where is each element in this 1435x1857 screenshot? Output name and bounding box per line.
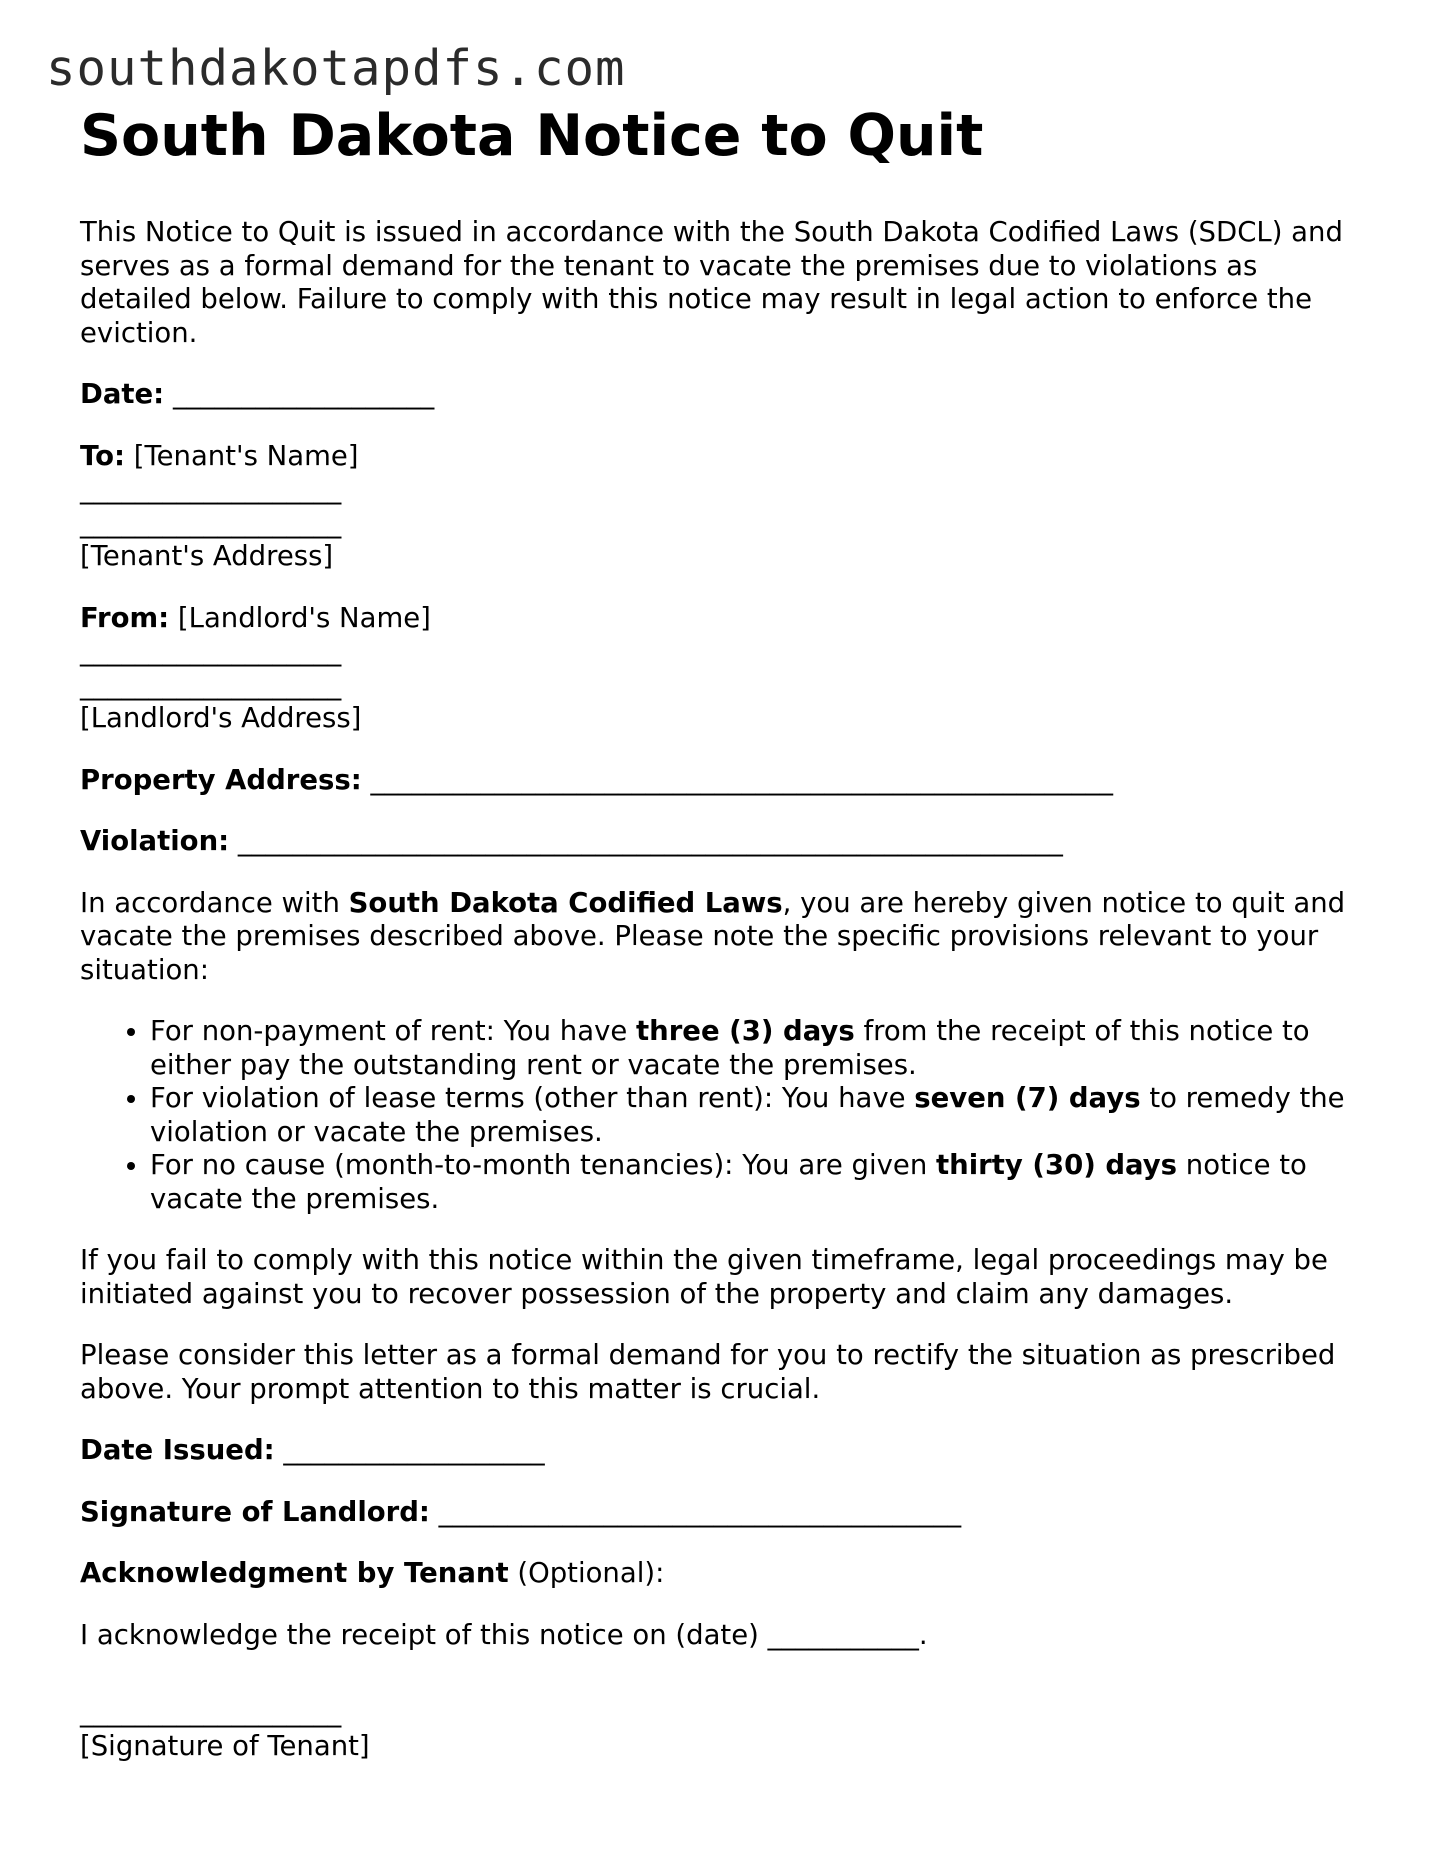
acknowledgment-bold: Acknowledgment by Tenant	[80, 1557, 509, 1589]
property-address-label: Property Address:	[80, 763, 362, 796]
acknowledgment-receipt	[80, 1619, 1360, 1653]
landlord-line-1: ___________________	[80, 635, 342, 667]
landlord-signature-blank: ______________________________________	[438, 1495, 962, 1528]
landlord-signature-label: Signature of Landlord:	[80, 1495, 430, 1528]
list-item	[150, 1015, 1360, 1082]
acknowledgment-rest: (Optional):	[508, 1557, 665, 1589]
property-address-blank: ______________________________________________________	[370, 763, 1114, 796]
watermark: southdakotapdfs.com	[46, 40, 626, 97]
receipt-date-blank: ___________	[767, 1618, 919, 1651]
receipt-period: .	[918, 1618, 928, 1651]
accordance-bold: South Dakota Codified Laws	[348, 886, 783, 919]
landlord-line-2: ___________________	[80, 668, 342, 701]
tenant-signature-line: ___________________	[80, 1696, 342, 1728]
provision-bold: seven (7) days	[914, 1082, 1141, 1114]
provision-text: For violation of lease terms (other than rent): You have	[150, 1082, 915, 1114]
provision-text: notice to vacate the premises.	[150, 1149, 1307, 1215]
receipt-text: I acknowledge the receipt of this notice on (date)	[80, 1618, 768, 1651]
from-block	[80, 602, 1360, 736]
accordance-pre: In accordance with	[80, 886, 349, 919]
to-label: To:	[80, 439, 125, 472]
list-item	[150, 1149, 1360, 1216]
consider-paragraph: Please consider this letter as a formal demand for you to rectify the situation as prescribed above. Your prompt attention to this matter is crucial.	[80, 1339, 1336, 1405]
date-issued-label: Date Issued:	[80, 1434, 275, 1466]
provision-text: from the receipt of this notice to either pay the outstanding rent or vacate the premises.	[150, 1015, 1310, 1081]
to-block	[80, 440, 1360, 574]
tenant-name-placeholder: [Tenant's Name]	[133, 439, 359, 472]
violation-blank: ____________________________________________________________	[237, 825, 1063, 857]
landlord-signature-field	[80, 1496, 1360, 1530]
date-blank: ___________________	[172, 378, 435, 410]
provision-bold: thirty (30) days	[936, 1149, 1178, 1181]
landlord-name-placeholder: [Landlord's Name]	[177, 601, 431, 634]
violation-label: Violation:	[80, 825, 230, 857]
provision-text: For no cause (month-to-month tenancies): You are given	[150, 1149, 937, 1181]
from-label: From:	[80, 601, 170, 634]
property-address-field	[80, 764, 1360, 798]
provision-bold: three (3) days	[636, 1015, 855, 1047]
provision-text: For non-payment of rent: You have	[150, 1015, 637, 1047]
tenant-signature-block	[80, 1696, 1360, 1763]
accordance-paragraph	[80, 887, 1360, 988]
violation-field	[80, 825, 1360, 859]
date-issued-field	[80, 1434, 1360, 1468]
page-title: South Dakota Notice to Quit	[80, 103, 984, 169]
provision-text: to remedy the violation or vacate the premises.	[150, 1082, 1345, 1148]
date-issued-blank: ___________________	[283, 1434, 545, 1466]
accordance-post: , you are hereby given notice to quit and vacate the premises described above. Please note the specific provisions relevant to your situation:	[80, 886, 1346, 986]
provisions-list	[80, 1015, 1360, 1216]
landlord-address-placeholder: [Landlord's Address]	[80, 702, 362, 734]
list-item	[150, 1082, 1360, 1149]
acknowledgment-heading	[80, 1557, 1360, 1591]
tenant-line-1: ___________________	[80, 473, 342, 505]
intro-paragraph: This Notice to Quit is issued in accordance with the South Dakota Codified Laws (SDCL) and serves as a formal demand for the tenant to vacate the premises due to violations as detailed below. Failure to comply with this notice may result in legal action to enforce the eviction.	[80, 216, 1343, 349]
date-field	[80, 378, 1360, 412]
tenant-signature-label: [Signature of Tenant]	[80, 1729, 370, 1762]
tenant-address-placeholder: [Tenant's Address]	[80, 540, 334, 572]
tenant-line-2: ___________________	[80, 506, 342, 539]
fail-paragraph: If you fail to comply with this notice within the given timeframe, legal proceedings may be initiated against you to recover possession of the property and claim any damages.	[80, 1244, 1328, 1310]
date-label: Date:	[80, 378, 165, 410]
document-body	[80, 100, 1360, 1763]
